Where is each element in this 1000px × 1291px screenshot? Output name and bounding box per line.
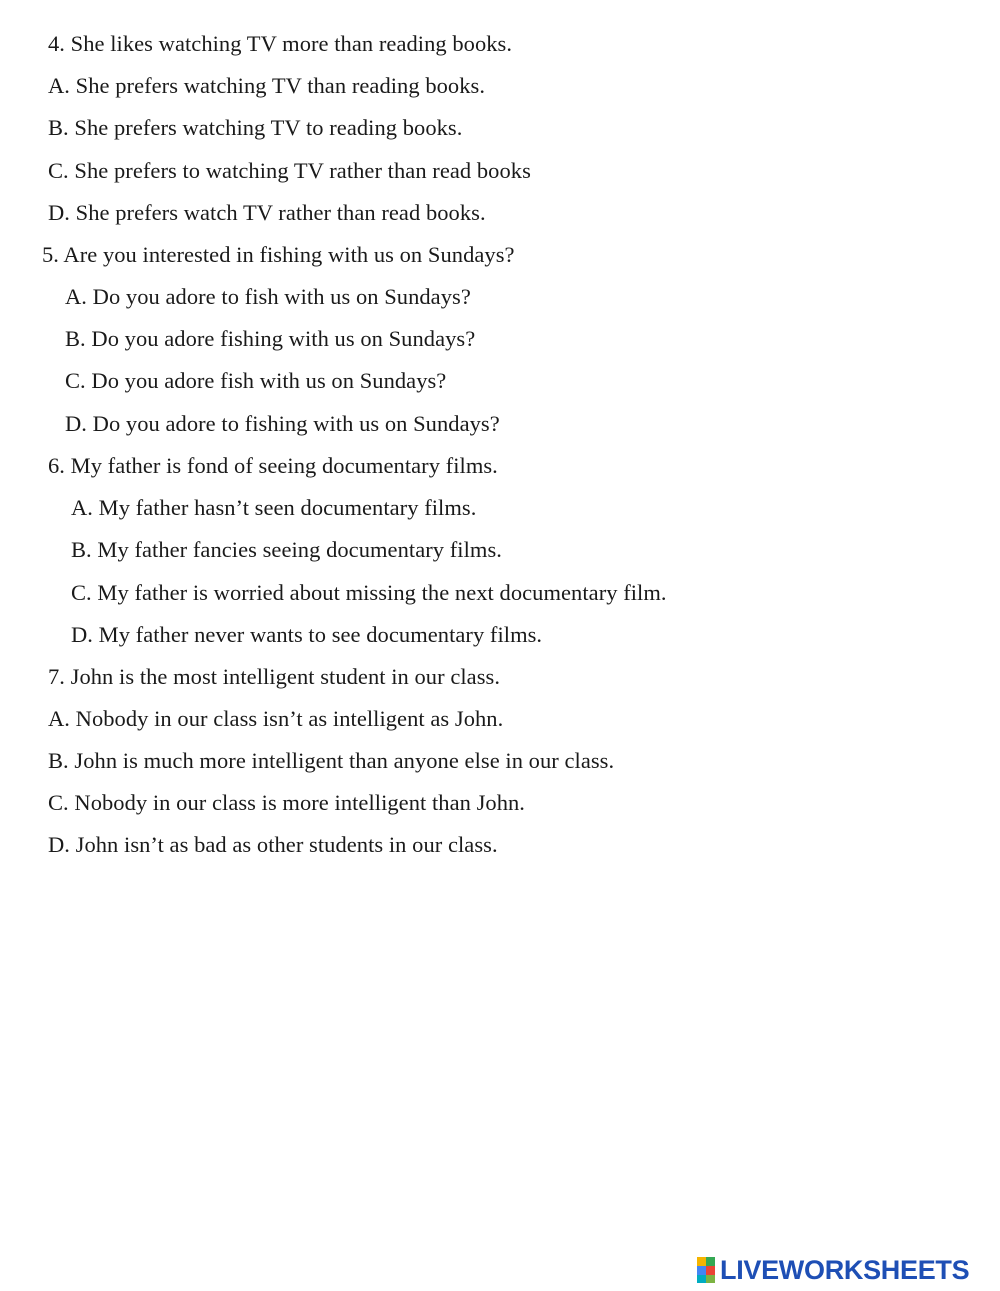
question-7-option-a: A. Nobody in our class isn’t as intelligent as John. [48,706,504,731]
question-5-option-c: C. Do you adore fish with us on Sundays? [65,368,447,393]
question-4-option-b: B. She prefers watching TV to reading books. [48,115,463,140]
question-5-stem: 5. Are you interested in fishing with us on Sundays? [42,242,515,267]
question-4-option-d: D. She prefers watch TV rather than read books. [48,200,486,225]
question-6-stem: 6. My father is fond of seeing documentary films. [48,453,498,478]
question-6-option-c: C. My father is worried about missing the next documentary film. [71,580,667,605]
question-5-option-d: D. Do you adore to fishing with us on Sundays? [65,411,500,436]
question-7-stem: 7. John is the most intelligent student in our class. [48,664,500,689]
question-6-option-d: D. My father never wants to see documentary films. [71,622,543,647]
question-6-option-b: B. My father fancies seeing documentary films. [71,537,502,562]
question-7-option-d: D. John isn’t as bad as other students in our class. [48,832,498,857]
question-5-option-b: B. Do you adore fishing with us on Sundays? [65,326,476,351]
question-6-option-a: A. My father hasn’t seen documentary films. [71,495,477,520]
question-7-option-b: B. John is much more intelligent than anyone else in our class. [48,748,615,773]
logo-text: LIVEWORKSHEETS [720,1255,970,1285]
logo-blocks-icon [697,1257,715,1283]
question-7-option-c: C. Nobody in our class is more intelligent than John. [48,790,525,815]
question-4-stem: 4. She likes watching TV more than reading books. [48,31,513,56]
question-4-option-a: A. She prefers watching TV than reading books. [48,73,485,98]
liveworksheets-logo [697,1255,969,1285]
question-4-option-c: C. She prefers to watching TV rather than read books [48,158,531,183]
question-5-option-a: A. Do you adore to fish with us on Sundays? [65,284,471,309]
